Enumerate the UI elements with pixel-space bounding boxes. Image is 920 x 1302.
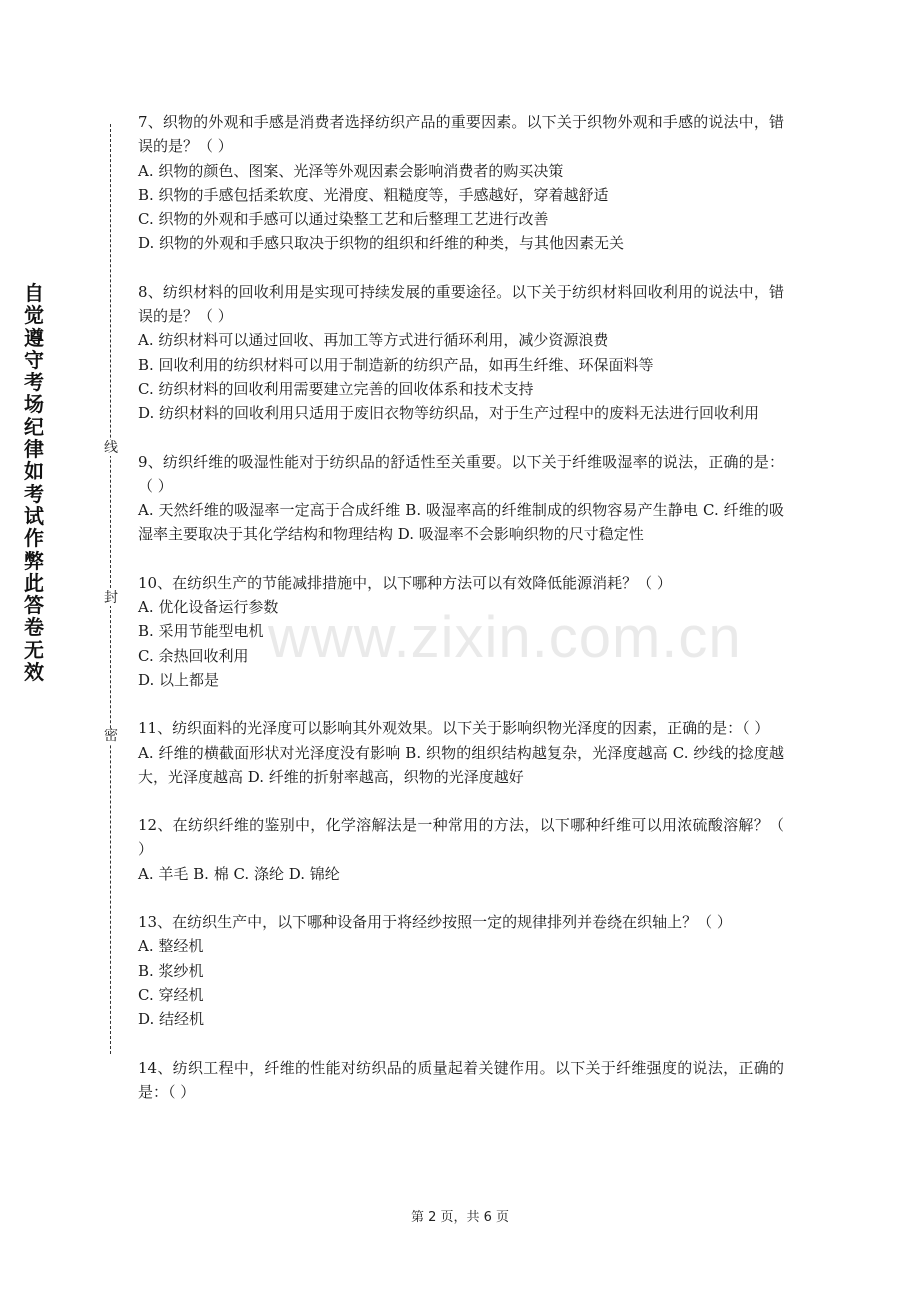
- option-line: D. 纺织材料的回收利用只适用于废旧衣物等纺织品，对于生产过程中的废料无法进行回收利用: [138, 404, 760, 423]
- option-line: C. 余热回收利用: [138, 646, 249, 665]
- seal-label-seal: 封: [104, 590, 118, 606]
- option-line: B. 织物的手感包括柔软度、光滑度、粗糙度等，手感越好，穿着越舒适: [138, 185, 609, 204]
- option-line: A. 纤维的横截面形状对光泽度没有影响 B. 织物的组织结构越复杂，光泽度越高 C. 纱线的捻度越大，光泽度越高 D. 纤维的折射率越高，织物的光泽度越好: [138, 743, 784, 786]
- seal-label-line: 线: [104, 440, 118, 456]
- question-14: [138, 1056, 784, 1105]
- option-line: B. 采用节能型电机: [138, 622, 264, 641]
- option-line: B. 回收利用的纺织材料可以用于制造新的纺织产品，如再生纤维、环保面料等: [138, 355, 654, 374]
- page-number: 第 2 页，共 6 页: [410, 1210, 510, 1225]
- option-line: D. 结经机: [138, 1010, 205, 1029]
- option-line: C. 纺织材料的回收利用需要建立完善的回收体系和技术支持: [138, 379, 534, 398]
- question-stem: 12、在纺织纤维的鉴别中，化学溶解法是一种常用的方法，以下哪种纤维可以用浓硫酸溶解？（ ）: [138, 816, 784, 859]
- question-9: [138, 450, 784, 547]
- question-stem: 10、在纺织生产的节能减排措施中，以下哪种方法可以有效降低能源消耗？（ ）: [138, 573, 672, 592]
- option-line: C. 穿经机: [138, 985, 204, 1004]
- seal-label-secret: 密: [104, 728, 118, 744]
- question-7: [138, 110, 784, 256]
- option-line: B. 浆纱机: [138, 961, 204, 980]
- question-8: [138, 280, 784, 426]
- question-10: [138, 571, 784, 692]
- question-stem: 8、纺织材料的回收利用是实现可持续发展的重要途径。以下关于纺织材料回收利用的说法中，错误的是？（ ）: [138, 282, 784, 326]
- seal-dashed-line: [110, 124, 111, 1054]
- exam-discipline-warning: 自 觉 遵 守 考 场 纪 律 如 考 试 作 弊 此 答 卷 无 效: [24, 281, 44, 685]
- question-stem: 11、纺织面料的光泽度可以影响其外观效果。以下关于影响织物光泽度的因素，正确的是：（ ）: [138, 719, 770, 738]
- question-stem: 7、织物的外观和手感是消费者选择纺织产品的重要因素。以下关于织物外观和手感的说法中，错误的是？（ ）: [138, 113, 784, 156]
- option-line: A. 整经机: [138, 937, 204, 956]
- question-list: [138, 110, 784, 1128]
- option-line: A. 天然纤维的吸湿率一定高于合成纤维 B. 吸湿率高的纤维制成的织物容易产生静电 C. 纤维的吸湿率主要取决于其化学结构和物理结构 D. 吸湿率不会影响织物的尺寸稳定性: [138, 501, 784, 544]
- watermark: www.zixin.com.cn: [268, 605, 742, 670]
- option-line: A. 织物的颜色、图案、光泽等外观因素会影响消费者的购买决策: [138, 161, 564, 180]
- question-13: [138, 910, 784, 1031]
- question-12: [138, 813, 784, 886]
- question-stem: 14、纺织工程中，纤维的性能对纺织品的质量起着关键作用。以下关于纤维强度的说法，正确的是：（ ）: [138, 1058, 784, 1101]
- option-line: A. 羊毛 B. 棉 C. 涤纶 D. 锦纶: [138, 864, 340, 883]
- option-line: A. 纺织材料可以通过回收、再加工等方式进行循环利用，减少资源浪费: [138, 331, 609, 350]
- option-line: C. 织物的外观和手感可以通过染整工艺和后整理工艺进行改善: [138, 210, 549, 229]
- option-line: A. 优化设备运行参数: [138, 598, 279, 617]
- question-11: [138, 716, 784, 789]
- option-line: D. 织物的外观和手感只取决于织物的组织和纤维的种类，与其他因素无关: [138, 234, 625, 253]
- option-line: D. 以上都是: [138, 670, 220, 689]
- question-stem: 13、在纺织生产中，以下哪种设备用于将经纱按照一定的规律排列并卷绕在织轴上？（ ）: [138, 913, 732, 932]
- question-stem: 9、纺织纤维的吸湿性能对于纺织品的舒适性至关重要。以下关于纤维吸湿率的说法，正确的是：（ ）: [138, 452, 784, 495]
